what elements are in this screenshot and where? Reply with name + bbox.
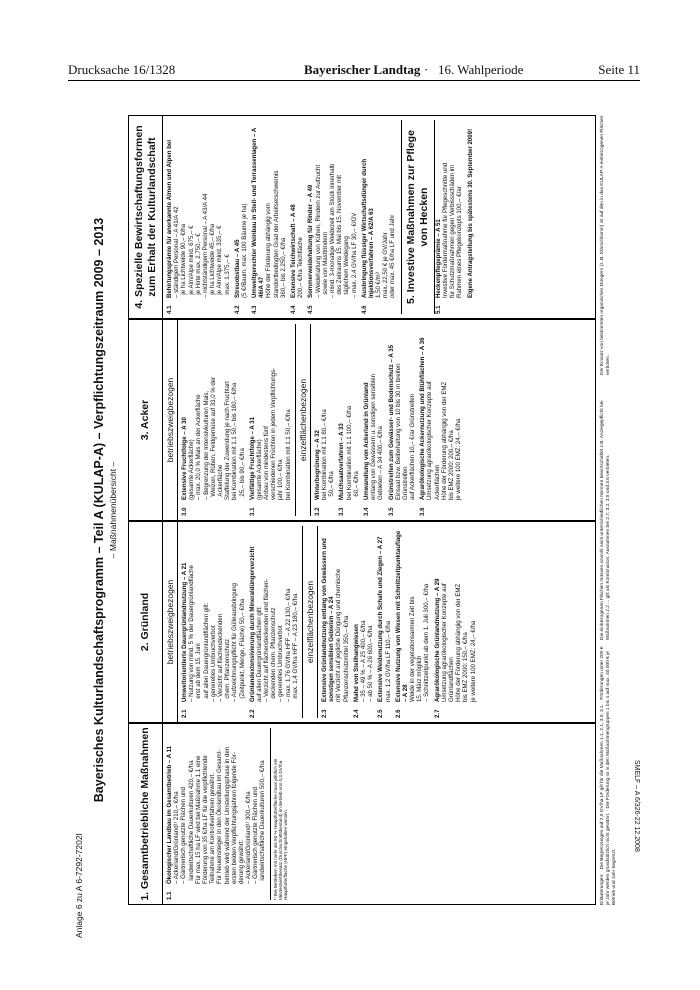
measure-content (166, 728, 267, 884)
measure-title: Agrarökologische Grünlandnutzung – A 29 (433, 578, 441, 702)
measure-line: max. 22,50 € je GV/Jahr (382, 232, 390, 298)
table-subtitle: – Maßnahmenübersicht – (108, 461, 118, 559)
column-body (178, 320, 468, 520)
column-header: 3. Acker (129, 320, 163, 520)
footnote-right: Der Einsatz von bestimmten organischen Düngern (z. B. Klärschlamm) ist auf den in das KULAP-A einbezogenen Flächen verboten. (600, 115, 611, 375)
measure-number: 4.4 (290, 305, 297, 314)
measure-4.2 (234, 120, 248, 314)
measure-line: bei Kombination mit 1.1 100,– €/ha (345, 405, 353, 500)
measure-line: je Alm/Alpe mind. 675,– € (187, 225, 195, 298)
measure-2.1 (181, 526, 246, 718)
measure-line: Förderung von 35 €/ha LF für die verpflichtende (201, 755, 209, 884)
measure-line: max. 1,4 GV/ha HFF – A 23 180,– €/ha (291, 593, 299, 702)
measure-line: Anbau von mindestens fünf (263, 426, 271, 500)
measure-title: Mulchsaatverfahren – A 33 (338, 423, 346, 500)
measure-line: bei Kombination mit 1.1 50,– €/ha (284, 409, 292, 500)
measure-title: Vielfältige Fruchtfolge – A 31 (248, 416, 256, 500)
measure-line: – Begrenzung der Intensivkulturen Mais, (202, 390, 210, 500)
measure-title: Umwandlung von Ackerland in Grünland (362, 382, 370, 500)
measure-line: (5 €/Baum, max. 100 Bäume je ha) (240, 203, 248, 298)
measure-line: Investive Fördermaßnahme für Pflegeschnitte und (441, 162, 449, 298)
measure-number: 1.1 (166, 891, 173, 900)
document-number: Drucksache 16/1328 (68, 62, 176, 77)
measure-line: (Zeitpunkt, Menge, Fläche) 50,– €/ha (238, 598, 246, 702)
measure-4.3 (251, 120, 287, 314)
measure-3.0 (181, 324, 246, 516)
measure-title: Grünlandextensivierung durch Mineraldüngerverzicht (248, 546, 256, 702)
column-header: 4. Spezielle Bewirtschaftungsformen zum Erhalt der Kulturlandschaft (129, 116, 163, 318)
measure-line: – 35 – 49 % – A 25 400,– €/ha (359, 620, 367, 702)
column-spezielle-formen (128, 115, 596, 319)
measure-number: 2.2 (248, 709, 256, 718)
measure-title: Agrarökologische Ackernutzung und Blühflächen – A 36 (419, 337, 427, 500)
measure-line: – Ackerland/Grünland¹⁾ 300,– €/ha (245, 791, 253, 884)
measure-line: Grünstreifen (401, 466, 409, 500)
measure-title: Umweltorientierte Dauergrünlandnutzung – A 21 (181, 562, 189, 702)
measure-content (321, 526, 350, 702)
measure-title: Winterbegrünung – A 32 (313, 430, 321, 500)
measure-title: Ökologischer Landbau im Gesamtbetrieb – A 11 (166, 745, 173, 884)
measure-content (307, 120, 357, 298)
measure-line: erst ab dem 15. Juni (195, 643, 203, 702)
measure-line: 60,– €/ha (352, 471, 360, 500)
header-rule (68, 80, 640, 81)
measure-line: je ha Lichtweide 45,– €/ha (209, 223, 217, 298)
column-subheader-2: einzelflächenbezogen (295, 324, 311, 516)
measure-line: je ha Lichtweide 90,– €/ha (180, 223, 188, 298)
measure-content (395, 526, 431, 702)
measure-4.6 (361, 120, 397, 314)
column-subheader: betriebszweigbezogen (163, 522, 178, 722)
measure-line: – mind. 3-monatige Weidezeit am Stück innerhalb (328, 163, 336, 298)
measure-5.1 (435, 120, 475, 314)
measure-4.5 (307, 120, 357, 314)
measure-line: 50,– €/ha (328, 471, 336, 500)
measure-number: 4.3 (251, 305, 259, 314)
measure-line: – generelles Umbruchverbot (209, 625, 217, 702)
column-gesamtbetrieblich (128, 723, 596, 905)
measure-line: Gebieten – A 34 400,– €/ha (377, 426, 385, 500)
measure-line: Grünlandflächen (448, 657, 456, 702)
measure-line: – max. 2,4 GV/ha LF 30,– €/GV (350, 212, 358, 298)
measure-title: Behirtungsprämie für anerkannte Almen und Alpen bei (166, 139, 173, 298)
measure-line: – Verzicht auf flächendeckenden und flächen- (263, 578, 271, 702)
measure-title: Mahd von Steilhangwiesen (352, 624, 360, 702)
measure-content (249, 526, 299, 702)
measure-line: Staffelung der Zuwendung je nach Fruchtart (224, 381, 232, 500)
measure-line: (gesamte Ackerfläche) (255, 439, 263, 500)
measure-number: 2.4 (352, 709, 360, 718)
measure-content (314, 324, 336, 500)
section5-deadline-note: Eigene Antragstellung bis spätestens 30. September 2009! (467, 128, 475, 298)
measure-title: Sommerweidehaltung für Rinder – A 49 (307, 184, 315, 298)
measure-line: – Weidehaltung von Kühen, Rindern zur Aufzucht (314, 164, 322, 298)
measure-line: – max. 20,0 % Mais an der Ackerfläche (195, 394, 203, 500)
footnote-center: Die einbezogenen Flächen müssen sowohl nach unterschiedlichen Normen bewirtschaftet z.B. Anzeigepflicht bei Maßnahmen 2.2 ... gilt als Kombination. Ausnahmen bei 2.7, 3.2, 3.5 und 3.6 verbieten. (600, 400, 611, 640)
measure-line: verschiedenen Früchten in jedem Verpflichtungs- (270, 367, 278, 500)
measure-number: 3.6 (419, 507, 427, 516)
measure-line: – Verzicht auf flächendeckenden (216, 613, 224, 702)
measure-line: 1,50 €/m³ (375, 272, 383, 298)
measure-line: – nichtständigem Personal – A 43/A 44 (201, 193, 209, 298)
measure-line: derung gewährt: (237, 839, 245, 884)
measure-line: Höhe der Förderung abhängig von der EMZ (440, 381, 448, 500)
measure-line: 25,– bis 90,– €/ha (238, 448, 246, 500)
measure-title: Extensive Weidenutzung durch Schafe und Ziegen – A 27 (377, 536, 385, 702)
measure-line: – generelles Umbruchverbot (277, 625, 285, 702)
measure-number: 2.6 (394, 709, 402, 718)
measure-title: Extensive Nutzung von Wiesen mit Schnittzeitpunktauflage – A 28 (394, 530, 409, 702)
measure-line: Weizen, Rüben, Feldgemüse auf 33,0 % der (209, 376, 217, 500)
measure-number: 3.3 (338, 507, 346, 516)
measure-content (181, 324, 246, 500)
measure-line: je weitere 100 EMZ: 24,– €/ha (455, 418, 463, 500)
column-footnote: ¹⁾ Bei Betrieben mit mehr als 50 % Hauptfutterfläche muss jährlich ein Mindestviehbesatz (Durchschnittsbestand) im Betrieb von 0,3 GV/ha Hauptfutterfläche (HFF) eingehalten werden. (270, 728, 289, 900)
measure-line: bei Kombination mit 1.1 80,– €/ha (321, 409, 329, 500)
measure-line: Ackerfläche (216, 464, 224, 500)
measure-title: Streuobstbau – A 45 (233, 239, 241, 298)
measure-2.4 (353, 526, 375, 718)
measure-line: Rahmen eines Pflegekonzepts 100,– €/ar (456, 186, 464, 298)
measure-line: sowie von Masttrindern (321, 231, 329, 298)
column-gruenland (128, 521, 596, 723)
measure-line: täglichem Weidegang (343, 236, 351, 298)
measure-content (434, 526, 477, 702)
measure-line: Für max. 15 ha LF wird bei Maßnahme 1.1 eine (194, 755, 202, 884)
measure-line: Höhe der Förderung abhängig vom (265, 203, 273, 298)
measure-number: 2.3 (321, 709, 329, 718)
measure-line: Für Neueinsteiger in den Ökolandbau im Gesamt- (216, 749, 224, 884)
measure-line: oder max. 45 €/ha LF und Jahr (389, 214, 397, 298)
reference-code: SMELF – A 6/326-22 12.2008 (633, 760, 640, 852)
measure-number: 3.5 (387, 507, 395, 516)
measure-line: Pflanzenschutzmittel 350,– €/ha (342, 615, 350, 702)
measure-line: betrieb wird während der Umstellungsphase in den (223, 746, 231, 884)
column-body (163, 724, 291, 904)
measure-line: des Zeitraums 15. Mai bis 15. November mit (336, 175, 344, 298)
measure-line: – ständigem Personal – A 41/A 42 (173, 206, 181, 298)
measure-line: auf allen Dauergrünlandflächen gilt: (202, 602, 210, 702)
measure-line: auf Ackerflächen 10,– €/ar Grünstreifen (409, 393, 417, 500)
measure-content (181, 526, 246, 702)
measure-line: 360,– bis 2.250,– €/ha (279, 237, 287, 298)
measure-line: max. 1.375,– € (223, 254, 231, 298)
measure-content (338, 324, 360, 500)
measure-content (353, 526, 375, 702)
header-separator: · (424, 62, 429, 77)
measure-title: Extensive Grünlandnutzung entlang von Gewässern und sonstigen sensiblen Gebieten – A 24 (321, 538, 336, 702)
measure-number: 4.1 (166, 305, 173, 314)
measure-title: Umweltgerechter Weinbau in Steil- und Terrassenlagen – A 46/A 47 (251, 128, 266, 298)
measure-line: standortbedingten Grad der Arbeitserschwernis (272, 170, 280, 298)
measure-number: 4.5 (307, 305, 315, 314)
measure-1.1 (166, 728, 267, 900)
measure-2.6 (395, 526, 431, 718)
measure-line: chem. Pflanzenschutz (224, 638, 232, 702)
measure-line: – Ackerland/Grünland¹⁾ 210,– €/ha (173, 791, 181, 884)
measure-content (377, 526, 391, 702)
measure-4.4 (290, 120, 304, 314)
measure-content (234, 120, 248, 298)
measure-line: ersten beiden Verpflichtungsjahren folgende För- (230, 752, 238, 884)
measure-content (363, 324, 385, 500)
measure-3.5 (388, 324, 417, 516)
measure-2.5 (377, 526, 391, 718)
measure-content (361, 120, 397, 298)
measure-title: Grünstreifen zum Gewässer- und Bodenschutz – A 35 (387, 345, 395, 500)
measure-line: 15. März möglich (416, 655, 424, 702)
column-body (163, 116, 481, 318)
measure-content (388, 324, 417, 500)
measure-2.7 (434, 526, 477, 718)
measure-3.3 (338, 324, 360, 516)
column-body (178, 522, 483, 722)
measure-number: 3.0 (181, 507, 189, 516)
measure-3.4 (363, 324, 385, 516)
measure-content (290, 120, 304, 298)
measure-title: Ausbringung flüssiger Wirtschaftsdünger durch Injektionsverfahren – A 62/A 63 (360, 158, 375, 298)
measure-number: 4.6 (360, 305, 368, 314)
measure-2.3 (321, 526, 350, 718)
measure-3.6 (419, 324, 462, 516)
column-subheader: betriebszweigbezogen (163, 320, 178, 520)
column-header: 1. Gesamtbetriebliche Maßnahmen (129, 724, 163, 904)
measure-line: bei Kombination mit 1.1 50,– bis 180,– €/ha (231, 382, 239, 500)
measure-line: – Gärtnerisch genutzte Flächen und (180, 787, 188, 884)
measure-line: (gesamte Ackerfläche) (188, 439, 196, 500)
measure-line: Ackerflächen (433, 464, 441, 500)
column-header: 2. Grünland (129, 522, 163, 722)
measure-line: Umsetzung agrarökologischer Konzepte auf (440, 583, 448, 702)
publisher: Bayerischer Landtag (304, 62, 421, 77)
measure-3.2 (314, 324, 336, 516)
measure-number: 2.5 (377, 709, 385, 718)
measure-number: 4.2 (233, 305, 241, 314)
measure-line: bis EMZ 2000: 200,– €/ha (448, 430, 456, 500)
measure-line: je Hirte max. 2.750,– € (194, 233, 202, 298)
measure-line: Teilnahme am Kontrollverfahren gewährt. (209, 772, 217, 884)
measure-content (166, 120, 231, 298)
measure-line: landwirtschaftliche Dauerkulturen 420,– €/ha (187, 760, 195, 884)
measure-line: entlang von Gewässern u. sonstigen sensiblen (370, 373, 378, 500)
measure-line: bis EMZ 2000: 150,– €/ha (462, 632, 470, 702)
measure-line: – max. 1,76 GV/ha HFF – A 22 130,– €/ha (284, 588, 292, 702)
measure-title: Extensive Teichwirtschaft – A 48 (290, 204, 297, 298)
measure-line: je weitere 100 EMZ: 24,– €/ha (469, 620, 477, 702)
measure-line: – ab 50 % – A 26 600,– €/ha (367, 625, 375, 702)
measure-line: max. 1,2 GV/ha LF 110,– €/ha (384, 620, 392, 702)
measure-content (251, 120, 287, 298)
measure-line: je Alm/Alpe mind. 335,– € (216, 225, 224, 298)
measure-line: – Nutzung von mind. 5 % der Dauergrünlandfläche (188, 565, 196, 702)
column-subheader-2: einzelflächenbezogen (302, 526, 318, 718)
table-title: Bayerisches Kulturlandschaftsprogramm – Teil A (KULAP-A) – Verpflichtungszeitraum 2009 – 2013 (92, 217, 106, 803)
measure-line: Einsaat bzw. Beibehaltung von 10 bis 30 m breiten (394, 363, 402, 500)
measure-number: 2.7 (433, 709, 441, 718)
running-header (68, 62, 640, 82)
measure-2.2 (249, 526, 299, 718)
measure-line: landwirtschaftliche Dauerkulturen 500,– €/ha (259, 760, 267, 884)
measure-content (249, 324, 292, 500)
measure-number: 5.1 (434, 305, 442, 314)
column-acker (128, 319, 596, 521)
measure-3.1 (249, 324, 292, 516)
measure-line: Weide in der vegetationsarmen Zeit bis (409, 596, 417, 702)
measure-line: mit Verzicht auf jegliche Düngung und chemische (335, 568, 343, 702)
measure-line: jahr 100,– €/ha (277, 459, 285, 500)
measure-line: für Schutzmaßnahmen gegen Verbissschäden im (449, 164, 456, 298)
measure-line: Umsetzung agrarökologischer Konzepte auf (426, 381, 434, 500)
measure-title: Extensive Fruchtfolge – A 30 (181, 417, 189, 500)
measure-content (419, 324, 462, 500)
measure-title: Heckenpflegeprämie – A 51 (434, 219, 442, 298)
page-number: Seite 11 (598, 62, 640, 77)
measure-content (435, 120, 475, 298)
measure-line: – Gärtnerisch genutzte Flächen und (252, 787, 260, 884)
measure-line: auf allen Dauergrünlandflächen gilt: (255, 606, 263, 702)
measure-line: Höhe der Förderung abhängig von der EMZ (455, 583, 463, 702)
measure-4.1 (166, 120, 231, 314)
section5-header: 5. Investive Maßnahmen zur Pflege von Hecken (401, 120, 435, 314)
measure-line: – Schnittzeitpunkt ab dem 1. Juli 300,– €/ha (423, 583, 431, 702)
measure-number: 3.2 (313, 507, 321, 516)
legislative-period: 16. Wahlperiode (438, 62, 524, 77)
rotated-table-page (92, 115, 632, 905)
measure-line: deckenden chem. Pflanzenschutz (270, 607, 278, 702)
measure-line: 200,– €/ha Teichfläche (297, 237, 305, 298)
footnote-left: Erläuterungen: · Die Begrenzungen auf 2,0 GV/ha LF gilt für die Maßnahmen 1.1, 2.1, 3.0, 3.1. · Förderungen unter 200 € je Jahr werden grundsätzlich nicht gewährt. · Die Förderung ist in den Maßnahmengruppen 1 bis 4 auf max. 40.000 € je Betrieb und Jahr begrenzt. (600, 646, 617, 905)
measure-number: 3.4 (362, 507, 370, 516)
measure-line: – Aufzeichnungspflicht für Gülleausbringung (231, 583, 239, 702)
attachment-label: Anlage 6 zu A 6-7292-7202I (74, 833, 84, 938)
measure-number: 3.1 (248, 507, 256, 516)
measure-number: 2.1 (181, 709, 189, 718)
